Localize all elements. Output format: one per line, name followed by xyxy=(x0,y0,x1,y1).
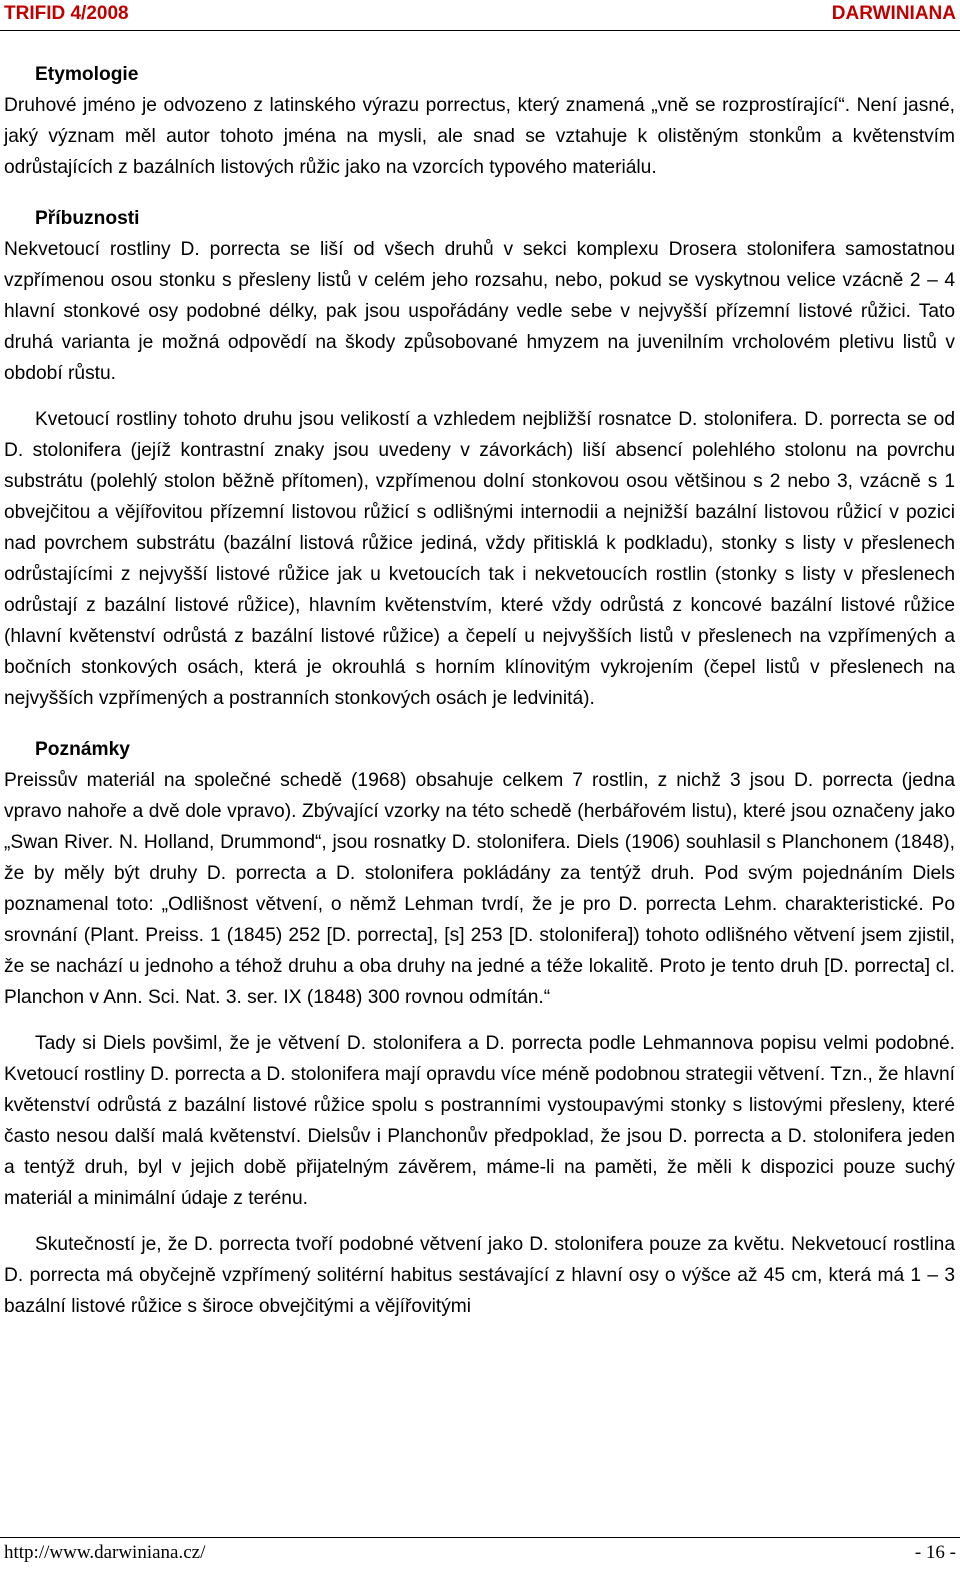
heading-etymology: Etymologie xyxy=(35,64,139,85)
paragraph-notes-1: Preissův materiál na společné schedě (1968) obsahuje celkem 7 rostlin, z nichž 3 jsou D. porrecta (jedna vpravo nahoře a dvě dole vpravo). Zbývající vzorky na této schedě (herbářovém listu), které jsou označeny jako „Swan River. N. Holland, Drummond“, jsou rosnatky D. stolonifera. Diels (1906) souhlasil s Planchonem (1848), že by měly být druhy D. porrecta a D. stolonifera pokládány za tentýž druh. Pod svým pojednáním Diels poznamenal toto: „Odlišnost větvení, o němž Lehman tvrdí, že je pro D. porrecta Lehm. charakteristické. Po srovnání (Plant. Preiss. 1 (1845) 252 [D. porrecta], [s] 253 [D. stolonifera]) tohoto odlišného větvení jsem zjistil, že se nachází u jednoho a téhož druhu a oba druhy na jedné a téže lokalitě. Proto je tento druh [D. porrecta] cl. Planchon v Ann. Sci. Nat. 3. ser. IX (1848) 300 rovnou odmítán.“ xyxy=(4,770,955,1008)
heading-relationships: Příbuznosti xyxy=(35,208,140,229)
journal-name: DARWINIANA xyxy=(831,3,956,24)
footer-url[interactable]: http://www.darwiniana.cz/ xyxy=(4,1542,206,1563)
page-footer xyxy=(0,1537,960,1570)
paragraph-relationships-2: Kvetoucí rostliny tohoto druhu jsou velikostí a vzhledem nejbližší rosnatce D. stolonifera. D. porrecta se od D. stolonifera (jejíž kontrastní znaky jsou uvedeny v závorkách) liší absencí polehlého stolonu na povrchu substrátu (polehlý stolon běžně přítomen), vzpřímenou dolní stonkovou osou většinou s 2 nebo 3, vzácně s 1 obvejčitou a vějířovitou přízemní listovou růžicí s odlišnými internodii a nejnižší bazální listovou růžicí v pozici nad povrchem substrátu (bazální listová růžice jediná, vždy přitisklá k podkladu), stonky s listy v přeslenech odrůstajícími z nejvyšší listové růžice jak u kvetoucích tak i nekvetoucích rostlin (stonky s listy v přeslenech odrůstají z bazální listové růžice), hlavním květenstvím, které vždy odrůstá z koncové bazální listové růžice (hlavní květenství odrůstá z bazální listové růžice) a čepelí u nejvyšších listů v přeslenech na vzpřímených a bočních stonkových osách, která je okrouhlá s horním klínovitým vykrojením (čepel listů v přeslenech na nejvyšších vzpřímených a postranních stonkových osách je ledvinitá). xyxy=(4,409,955,709)
page-number: - 16 - xyxy=(914,1542,956,1563)
journal-issue: TRIFID 4/2008 xyxy=(4,3,129,24)
heading-notes: Poznámky xyxy=(35,739,130,760)
paragraph-notes-3: Skutečností je, že D. porrecta tvoří podobné větvení jako D. stolonifera pouze za květu. Nekvetoucí rostlina D. porrecta má obyčejně vzpřímený solitérní habitus sestávající z hlavní osy o výšce až 45 cm, která má 1 – 3 bazální listové růžice s široce obvejčitými a vějířovitými xyxy=(4,1234,955,1317)
paragraph-etymology: Druhové jméno je odvozeno z latinského výrazu porrectus, který znamená „vně se rozprostírající“. Není jasné, jaký význam měl autor tohoto jména na mysli, ale snad se vztahuje k olistěným stonkům a květenstvím odrůstajících z bazálních listových růžic jako na vzorcích typového materiálu. xyxy=(4,95,955,178)
article-body xyxy=(4,59,955,1322)
page-header xyxy=(0,0,960,31)
paragraph-relationships-1: Nekvetoucí rostliny D. porrecta se liší od všech druhů v sekci komplexu Drosera stolonifera samostatnou vzpřímenou osou stonku s přesleny listů v celém jeho rozsahu, nebo, pokud se vyskytnou velice vzácně 2 – 4 hlavní stonkové osy podobné délky, pak jsou uspořádány vedle sebe v nejvyšší přízemní listové růžici. Tato druhá varianta je možná odpovědí na škody způsobované hmyzem na juvenilním vrcholovém pletivu listů v období růstu. xyxy=(4,239,955,384)
paragraph-notes-2: Tady si Diels povšiml, že je větvení D. stolonifera a D. porrecta podle Lehmannova popisu velmi podobné. Kvetoucí rostliny D. porrecta a D. stolonifera mají opravdu více méně podobnou strategii větvení. Tzn., že hlavní květenství odrůstá z bazální listové růžice spolu s postranními vystoupavými stonky s listovými přesleny, které často nesou další malá květenství. Dielsův i Planchonův předpoklad, že jsou D. porrecta a D. stolonifera jeden a tentýž druh, byl v jejich době přijatelným závěrem, máme-li na paměti, že měli k dispozici pouze suchý materiál a minimální údaje z terénu. xyxy=(4,1033,955,1209)
